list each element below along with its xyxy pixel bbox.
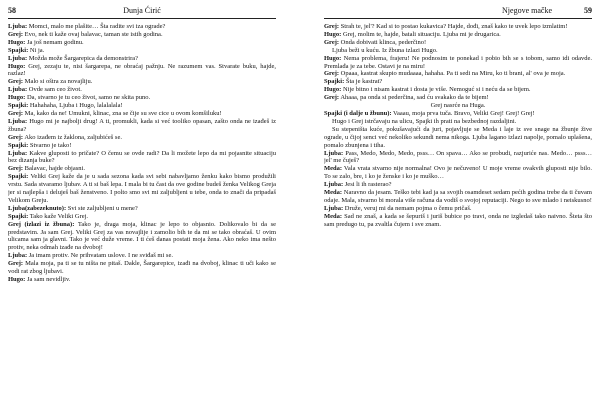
dialogue-line <box>8 55 276 63</box>
speaker-name: Hugo: <box>8 62 26 70</box>
left-running-head: Dunja Ćirić <box>123 6 161 15</box>
speaker-name: Grej: <box>8 133 24 141</box>
speaker-name: Ljuba: <box>8 117 28 125</box>
left-page <box>8 0 276 419</box>
dialogue-line <box>8 276 276 284</box>
speaker-name: Spajki: <box>8 173 29 181</box>
dialogue-line <box>324 110 592 118</box>
dialogue-line <box>324 205 592 213</box>
speaker-name: Hugo: <box>324 54 342 62</box>
right-page-header <box>324 4 592 19</box>
dialogue-line <box>8 86 276 94</box>
line-text: Grej, molim te, hajde, batali situaciju. Ljuba mi je drugarica. <box>341 30 501 38</box>
line-text: Vaaau, moja prva tuča. Bravo, Veliki Grej! Grej! Grej! <box>391 109 535 117</box>
line-text: Ako izađem iz žaklona, zaljubićeš se. <box>23 133 122 141</box>
line-text: Evo, nek ti kaže ovaj balavac, taman ste istih godina. <box>23 30 163 38</box>
line-text: Tako kaže Veliki Grej. <box>28 212 89 220</box>
line-text: Malo si oštra za novajliju. <box>23 78 93 86</box>
speaker-name: Spajki (i dalje u žbunu): <box>324 109 392 117</box>
line-text: Su stepeništa kuće, pokušavajući da juri, pojavljuje se Meda i laje iz sve snage na žbunje žive ograde, u čijoj senci već nekoliko sekundi nema nikoga. Ljuba lagano izlazi napolje, pomalo uplašena, pomalo zbunjena i tiha. <box>324 125 592 149</box>
dialogue-line <box>8 134 276 142</box>
dialogue-line <box>8 142 276 150</box>
dialogue-line <box>324 78 592 86</box>
speaker-name: Grej: <box>324 70 340 78</box>
stage-direction <box>324 118 592 126</box>
dialogue-line <box>8 118 276 134</box>
line-text: Hugo mi je najbolji drug! A ti, promukli, kada si već tooliko opasan, zašto onda ne izađeš iz žbuna? <box>8 117 276 133</box>
left-page-header <box>8 4 276 19</box>
speaker-name: Grej: <box>8 109 24 117</box>
dialogue-line <box>324 55 592 71</box>
speaker-name: Meda: <box>324 165 343 173</box>
dialogue-line <box>8 110 276 118</box>
speaker-name: Ljuba: <box>324 149 344 157</box>
speaker-name: Meda: <box>324 212 343 220</box>
speaker-name: Ljuba(zabezeknuto): <box>8 204 67 212</box>
line-text: Šta je kastrat? <box>344 78 383 86</box>
dialogue-line <box>324 189 592 205</box>
dialogue-line <box>8 205 276 213</box>
stage-direction <box>324 47 592 55</box>
dialogue-line <box>8 23 276 31</box>
dialogue-line <box>8 39 276 47</box>
speaker-name: Grej: <box>8 30 24 38</box>
line-text: Druže, veruj mi da nemam pojma o čemu pričaš. <box>343 204 472 212</box>
line-text: Opaaa, kastrat skupio mudaaaa, hahaha. Pa ti sedi na Miru, ko ti brani, al' ova je moja. <box>339 70 566 78</box>
line-text: Ma, kako da ne! Umukni, klinac, zna se čije su sve cice u ovom komšiluku! <box>23 109 222 117</box>
stage-direction <box>324 126 592 150</box>
line-text: Sad ne znaš, a kada se šepuriš i juriš bubice po travi, onda ne izgledaš tako naivno. Šteta što sam predugo tu, pa zvaltla čujem i sve znam. <box>324 212 592 228</box>
dialogue-line <box>324 94 592 102</box>
speaker-name: Grej: <box>8 260 24 268</box>
line-text: Ni ja. <box>28 46 45 54</box>
dialogue-line <box>8 213 276 221</box>
speaker-name: Hugo: <box>324 30 342 38</box>
speaker-name: Ljuba: <box>324 181 344 189</box>
line-text: Ja imam protiv. Ne prihvatam uslove. I ne sviđaš mi se. <box>27 252 173 260</box>
line-text: Jesi li ih rasterao? <box>343 181 392 189</box>
line-text: Strah te, jel'? Kad si to postao kukavica? Hajde, dođi, znaš kako te uvek lepo izmlatim! <box>339 23 568 30</box>
line-text: Tako je, draga moja, klinac je lepo to objasnio. Dolikovalo bi da se predstavim. Ja sam Grej. Veliki Grej za vas novajlije i zamolio bih te da mi se tako obraćaš. U ovim ulicama sam ja glavni. Tako je već duže vreme. I ti ćeš danas postati moja žena. Ako neko ima nešto protiv, neka odmah izađe na dvoboj! <box>8 220 276 252</box>
speaker-name: Spajki: <box>8 102 29 110</box>
speaker-name: Ljuba: <box>324 204 344 212</box>
speaker-name: Ljuba: <box>8 23 28 30</box>
stage-direction <box>324 102 592 110</box>
dialogue-line <box>8 252 276 260</box>
line-text: Vala vrata stvarno nije normalna! Ovo je nečuveno! U moje vreme ovakvih gluposti nije bilo. To se zalo, bre, i ko je ženske i ko je muško… <box>324 165 592 181</box>
right-page-body <box>324 23 592 229</box>
line-text: Kakve gluposti to pričate? O čemu se ovde radi? Da li možete lepo da mi pojasnite situaciju bez dizanja buke? <box>8 149 276 165</box>
dialogue-line <box>324 165 592 181</box>
speaker-name: Grej: <box>8 78 24 86</box>
dialogue-line <box>324 31 592 39</box>
line-text: Ja sam nevidljiv. <box>25 276 71 283</box>
line-text: Možda može Šargarepica da demonstrira? <box>27 54 139 62</box>
speaker-name: Grej (izlazi iz žbuna): <box>8 220 75 228</box>
line-text: Grej, zezaju te, nisi šargarepa, ne obraćaj pažnju. Ne razumem vas. Stvarate buku, hajde, razlaz! <box>8 62 276 78</box>
speaker-name: Grej: <box>324 23 340 30</box>
speaker-name: Ljuba: <box>8 54 28 62</box>
dialogue-line <box>324 150 592 166</box>
dialogue-line <box>8 221 276 253</box>
right-running-head: Njegove mačke <box>502 6 552 15</box>
speaker-name: Spajki: <box>8 46 29 54</box>
line-text: Hugo i Grej istrčavaju na ulicu, Spajki ih prati na bezbednoj razdaljini. <box>332 117 517 125</box>
line-text: Ja još nemam godinu. <box>25 38 84 46</box>
dialogue-line <box>324 181 592 189</box>
dialogue-line <box>8 102 276 110</box>
dialogue-line <box>8 165 276 173</box>
line-text: Ovde sam ceo život. <box>27 86 82 94</box>
speaker-name: Grej: <box>324 94 340 102</box>
speaker-name: Grej: <box>324 38 340 46</box>
dialogue-line <box>324 213 592 229</box>
speaker-name: Grej: <box>8 165 24 173</box>
dialogue-line <box>324 86 592 94</box>
dialogue-line <box>324 39 592 47</box>
line-text: Nije bitno i nisam kastrat i dosta je više. Nemoguć si i neću da se bijem. <box>341 86 531 94</box>
speaker-name: Ljuba: <box>8 86 28 94</box>
line-text: Hahahaha, Ljuba i Hugo, lalalalala! <box>28 102 123 110</box>
line-text: Stvarno je tako! <box>28 141 72 149</box>
speaker-name: Spajki: <box>8 141 29 149</box>
right-page-number: 59 <box>584 6 592 15</box>
line-text: Naravno da jesam. Teško tebi kad ja sa svojih osamdeset sedam pećih godina trebe da ti čuvam odaje. Mala, stvarno bi morala više računa da vodiš o svojoj reputaciji. Nego to sve mlado i neiskusno! <box>324 189 592 204</box>
dialogue-line <box>324 23 592 31</box>
line-text: Grej nasrće na Huga. <box>430 102 486 110</box>
line-text: Onda dobivati klinca, pederčino! <box>339 38 427 46</box>
speaker-name: Spajki: <box>324 78 345 86</box>
line-text: Veliki Grej kaže da je u sada sezona kada svi sebi nabavljamo ženku kako bismo produžili vrstu. Sada stvaramo ljubav. A ti si baš lepa. I mala bi tu čast da ove godine budeš ženka Velikog Greja jer si najlepša i deluješ baš ženstveno. I polto smo svi mi zaljubljeni u tebe, onda to znači da pripadaš Velikom Greju. <box>8 173 276 204</box>
right-page <box>324 0 592 419</box>
speaker-name: Hugo: <box>8 38 26 46</box>
line-text: Ljuba beži u kuću. Iz žbuna izlazi Hugo. <box>332 46 438 54</box>
line-text: Balavac, hajde objasni. <box>23 165 85 173</box>
line-text: Pass, Medo, Medo, Medo, psss… On spava… Ako se probudi, razjuriće nas. Medo… psss… jel' me čuješ? <box>324 149 592 165</box>
speaker-name: Spajki: <box>8 212 29 220</box>
line-text: Da, stvarno je tu ceo život, samo ne skita puno. <box>25 94 151 102</box>
left-page-number: 58 <box>8 6 16 15</box>
speaker-name: Hugo: <box>324 86 342 94</box>
line-text: Ahaaa, pa onda si pederčina, sad ću svakako da te bijem! <box>339 94 489 102</box>
speaker-name: Ljuba: <box>8 252 28 260</box>
speaker-name: Hugo: <box>8 276 26 283</box>
dialogue-line <box>8 173 276 205</box>
dialogue-line <box>8 47 276 55</box>
dialogue-line <box>8 94 276 102</box>
line-text: Nema problema, frajeru! Ne podnosim te ponekad i pobio bih se s tobom, samo idi odavde. Premlađa je za tebe. Ostavi je na miru! <box>324 54 592 70</box>
line-text: Momci, malo me plašite… Šta radite svi iza ograde? <box>27 23 166 30</box>
speaker-name: Ljuba: <box>8 149 28 157</box>
speaker-name: Meda: <box>324 189 343 197</box>
dialogue-line <box>8 78 276 86</box>
line-text: Svi ste zaljubljeni u mene? <box>66 204 138 212</box>
dialogue-line <box>8 150 276 166</box>
dialogue-line <box>8 63 276 79</box>
dialogue-line <box>8 260 276 276</box>
dialogue-line <box>8 31 276 39</box>
line-text: Mala moja, pa ti se tu ništa ne pitaš. Dakle, Šargarepice, izađi na dvoboj, klinac ti uči kako se vodi rat zbog ljubavi. <box>8 260 276 276</box>
speaker-name: Hugo: <box>8 94 26 102</box>
left-page-body <box>8 23 276 284</box>
